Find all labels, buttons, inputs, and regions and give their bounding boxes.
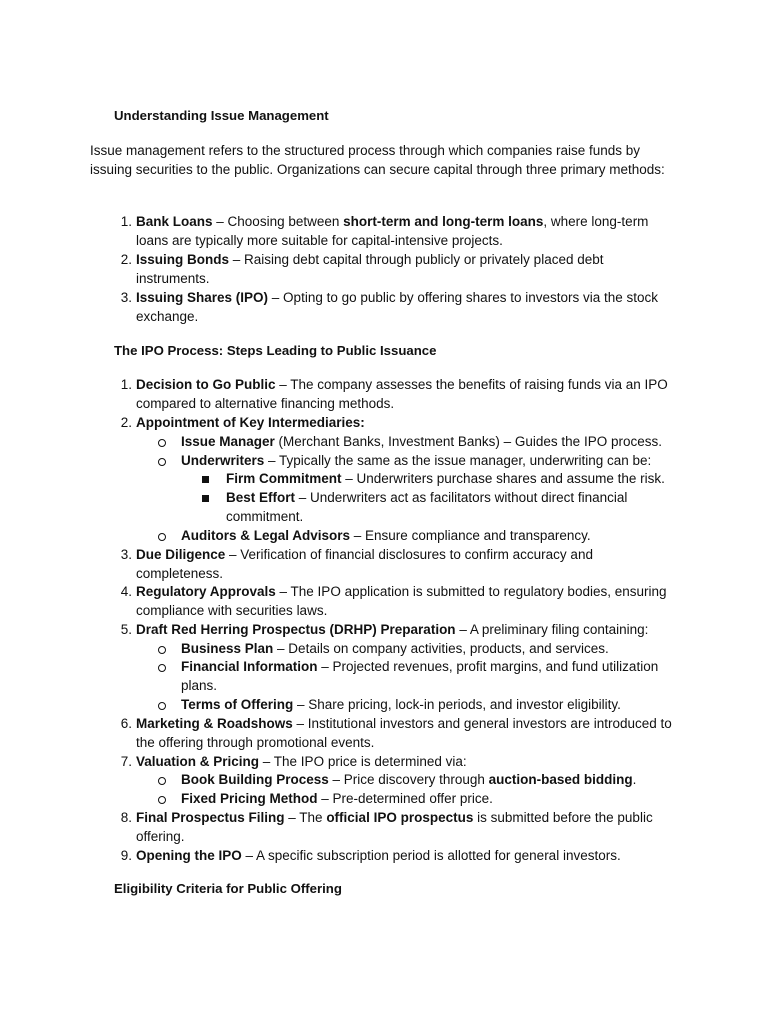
item-text: – The [284, 810, 327, 825]
step-item-valuation [120, 753, 676, 772]
subitem-auditors [181, 527, 681, 546]
item-text: – Ensure compliance and transparency. [350, 528, 591, 543]
item-text: – The IPO price is determined via: [259, 754, 467, 769]
list-number: 5. [120, 622, 132, 637]
item-text: – The company assesses the benefits of raising funds via an IPO compared to alternative financing methods. [136, 377, 668, 411]
hollow-bullet-icon [158, 796, 166, 804]
subitem-issue-manager [181, 433, 681, 452]
item-label: Valuation & Pricing [136, 754, 260, 769]
item-label: Regulatory Approvals [136, 584, 276, 599]
item-label: Financial Information [181, 659, 318, 674]
item-text: – Choosing between [212, 214, 344, 229]
item-text: – Opting to go public by offering shares to investors via the stock exchange. [136, 290, 659, 324]
item-text: , where long-term loans are typically more suitable for capital-intensive projects. [136, 214, 649, 248]
subsubitem-best-effort [226, 489, 686, 526]
method-item-bank-loans [120, 213, 676, 250]
item-text: – Underwriters act as facilitators without direct financial commitment. [226, 490, 628, 524]
section-heading-eligibility: Eligibility Criteria for Public Offering [114, 881, 342, 896]
step-item-decision [120, 376, 676, 413]
item-text: – Pre-determined offer price. [317, 791, 493, 806]
item-label: Final Prospectus Filing [136, 810, 285, 825]
item-label: Appointment of Key Intermediaries: [136, 415, 365, 430]
hollow-bullet-icon [158, 664, 166, 672]
item-text: – Price discovery through [328, 772, 489, 787]
item-text: – Verification of financial disclosures to confirm accuracy and completeness. [136, 547, 593, 581]
subitem-fixed-pricing [181, 790, 681, 809]
item-text: – Projected revenues, profit margins, and fund utilization plans. [181, 659, 659, 693]
item-text: – Institutional investors and general investors are introduced to the offering through promotional events. [136, 716, 672, 750]
list-number: 2. [120, 252, 132, 267]
step-item-intermediaries [120, 414, 676, 433]
item-label: Terms of Offering [181, 697, 294, 712]
item-text: – Details on company activities, products, and services. [273, 641, 609, 656]
item-label: Best Effort [226, 490, 296, 505]
hollow-bullet-icon [158, 777, 166, 785]
hollow-bullet-icon [158, 646, 166, 654]
subitem-underwriters [181, 452, 681, 471]
item-emphasis: official IPO prospectus [326, 810, 474, 825]
list-number: 3. [120, 290, 132, 305]
item-label: Book Building Process [181, 772, 329, 787]
step-item-final-prospectus [120, 809, 676, 846]
item-text: . [632, 772, 637, 787]
square-bullet-icon [202, 495, 209, 502]
item-text: – Share pricing, lock-in periods, and investor eligibility. [293, 697, 621, 712]
item-text: – A preliminary filing containing: [455, 622, 649, 637]
item-label: Decision to Go Public [136, 377, 276, 392]
list-number: 3. [120, 547, 132, 562]
item-label: Business Plan [181, 641, 274, 656]
hollow-bullet-icon [158, 702, 166, 710]
item-label: Fixed Pricing Method [181, 791, 318, 806]
list-number: 7. [120, 754, 132, 769]
item-text: – A specific subscription period is allotted for general investors. [241, 848, 621, 863]
item-text: – Underwriters purchase shares and assume the risk. [341, 471, 665, 486]
step-item-marketing [120, 715, 676, 752]
subitem-financial-information [181, 658, 681, 695]
item-label: Bank Loans [136, 214, 213, 229]
item-label: Issuing Bonds [136, 252, 230, 267]
item-label: Firm Commitment [226, 471, 342, 486]
item-label: Issuing Shares (IPO) [136, 290, 269, 305]
method-item-issuing-bonds [120, 251, 676, 288]
square-bullet-icon [202, 476, 209, 483]
subsubitem-firm-commitment [226, 470, 686, 489]
section-heading-issue-management: Understanding Issue Management [114, 108, 329, 123]
list-number: 6. [120, 716, 132, 731]
subitem-book-building [181, 771, 681, 790]
item-label: Due Diligence [136, 547, 226, 562]
step-item-due-diligence [120, 546, 676, 583]
list-number: 9. [120, 848, 132, 863]
step-item-drhp [120, 621, 676, 640]
item-emphasis: auction-based bidding [488, 772, 633, 787]
step-item-regulatory-approvals [120, 583, 676, 620]
list-number: 1. [120, 377, 132, 392]
item-label: Marketing & Roadshows [136, 716, 293, 731]
item-label: Issue Manager [181, 434, 275, 449]
hollow-bullet-icon [158, 439, 166, 447]
list-number: 2. [120, 415, 132, 430]
method-item-issuing-shares [120, 289, 676, 326]
hollow-bullet-icon [158, 533, 166, 541]
item-text: is submitted before the public offering. [136, 810, 653, 844]
item-emphasis: short-term and long-term loans [343, 214, 544, 229]
item-label: Opening the IPO [136, 848, 242, 863]
item-text: – Typically the same as the issue manager, underwriting can be: [264, 453, 652, 468]
intro-paragraph: Issue management refers to the structured process through which companies raise funds by issuing securities to the public. Organizations can secure capital through three primary methods: [90, 143, 665, 177]
list-number: 8. [120, 810, 132, 825]
item-text: – Raising debt capital through publicly or privately placed debt instruments. [136, 252, 604, 286]
subitem-terms-of-offering [181, 696, 681, 715]
subitem-business-plan [181, 640, 681, 659]
section-heading-ipo-process: The IPO Process: Steps Leading to Public Issuance [114, 343, 437, 358]
hollow-bullet-icon [158, 458, 166, 466]
item-text: – The IPO application is submitted to regulatory bodies, ensuring compliance with securities laws. [136, 584, 667, 618]
list-number: 1. [120, 214, 132, 229]
item-text: (Merchant Banks, Investment Banks) – Guides the IPO process. [274, 434, 662, 449]
item-label: Draft Red Herring Prospectus (DRHP) Preparation [136, 622, 456, 637]
step-item-opening-ipo [120, 847, 676, 866]
list-number: 4. [120, 584, 132, 599]
item-label: Underwriters [181, 453, 265, 468]
item-label: Auditors & Legal Advisors [181, 528, 351, 543]
